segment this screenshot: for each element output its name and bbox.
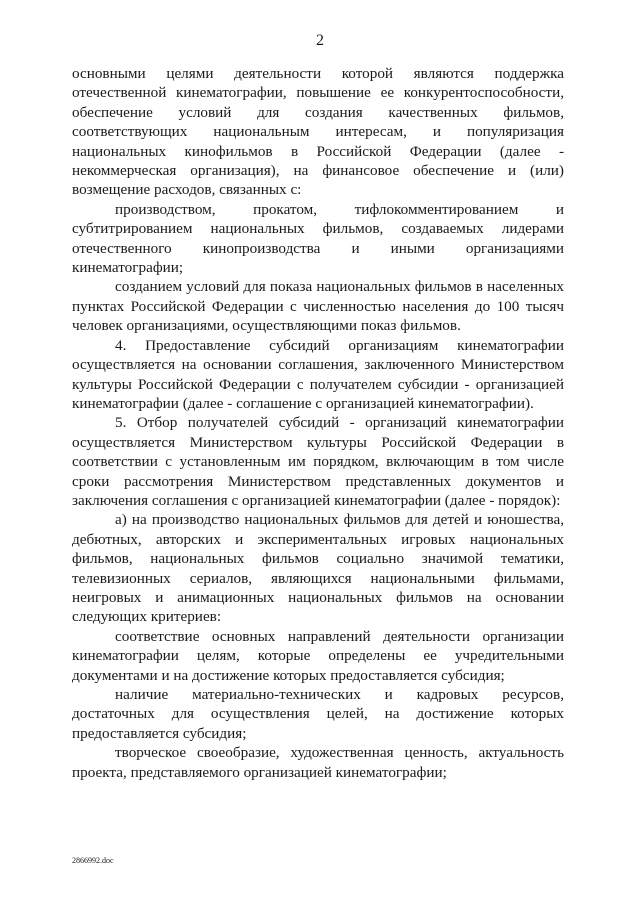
paragraph-criterion-goals: соответствие основных направлений деятельности организации кинематографии целям, которые определены ее учредительными документами и на достижение которых предоставляется субсидия;	[72, 627, 564, 684]
page-number: 2	[316, 32, 324, 49]
document-body	[72, 64, 564, 782]
paragraph-criterion-resources: наличие материально-технических и кадровых ресурсов, достаточных для осуществления целей, на достижение которых предоставляется субсидия;	[72, 686, 564, 742]
paragraph-criterion-creativity: творческое своеобразие, художественная ценность, актуальность проекта, представляемого организацией кинематографии;	[72, 744, 564, 781]
paragraph-production-item: производством, прокатом, тифлокомментированием и субтитрированием национальных фильмов, создаваемых лидерами отечественного кинопроизводства и иными организациями кинематографии;	[72, 200, 564, 277]
paragraph-clause-5: 5. Отбор получателей субсидий - организаций кинематографии осуществляется Министерством культуры Российской Федерации в соответствии с установленным им порядком, включающим в том числе сроки рассмотрения Министерством представленных документов и заключения соглашения с организацией кинематографии (далее - порядок):	[72, 414, 564, 509]
document-code: 2866992.doc	[72, 856, 114, 865]
paragraph-screening-conditions: созданием условий для показа национальных фильмов в населенных пунктах Российской Федерации с численностью населения до 100 тысяч человек организациями, осуществляющими показ фильмов.	[72, 278, 564, 335]
paragraph-intro-continuation: основными целями деятельности которой являются поддержка отечественной кинематографии, повышение ее конкурентоспособности, обеспечение условий для создания качественных фильмов, соответствующих национальным интересам, и популяризация национальных кинофильмов в Российской Федерации (далее - некоммерческая организация), на финансовое обеспечение и (или) возмещение расходов, связанных с:	[72, 65, 564, 199]
paragraph-clause-4: 4. Предоставление субсидий организациям кинематографии осуществляется на основании соглашения, заключенного Министерством культуры Российской Федерации с получателем субсидии - организацией кинематографии (далее - соглашение с организацией кинематографии).	[72, 336, 564, 412]
paragraph-subclause-a: а) на производство национальных фильмов для детей и юношества, дебютных, авторских и экспериментальных игровых национальных фильмов, национальных фильмов социально значимой тематики, телевизионных сериалов, являющихся национальными фильмами, неигровых и анимационных национальных фильмов на основании следующих критериев:	[72, 511, 564, 626]
